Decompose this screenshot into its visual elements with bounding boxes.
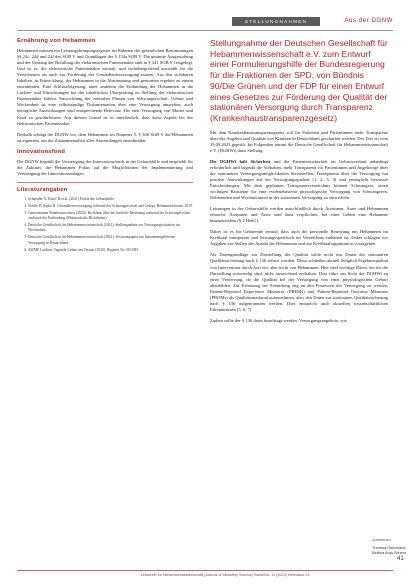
literature-divider xyxy=(17,182,193,183)
intro-heading: Ernährung von Hebammen xyxy=(17,38,96,44)
section-label: STELLUNGNAHMEN xyxy=(232,17,320,26)
right-column xyxy=(210,38,388,329)
literature-list xyxy=(17,197,193,253)
literature-item: 1. Schneider A, Knorr B et al. (2021) Praxis der Geburtshilfe. xyxy=(28,197,193,202)
innovation-paragraph: Die DGNW begrüßt die Verstetigung des Innovationsfonds in der Geburtshilfe und empfiehlt für die Zukunft, die Hebammen Fokus auf die Möglichkeiten der Implementierung und Verstetigung der Innovationsanlagen. xyxy=(17,158,193,176)
innovation-heading: Innovationsfond xyxy=(17,148,66,155)
proposal-paragraph: Deshalb schlägt die DGNW vor, dem Hebammen im Nummer 5, § 306 SGB V die Hebammen zu ergänzen, um die Zusammenarbeit aller Anwendungen einzubinden. xyxy=(17,131,193,143)
footer-text: Zeitschrift für Hebammenwissenschaft (Journal of Midwifery Science) Band/Vol. 11 (2023) Heft/Issue 02 xyxy=(140,573,310,577)
body-lead-bold: Die DGHWi hält Sicherheit xyxy=(210,158,271,164)
body-paragraph-1: Mit dem Krankenhaustransparenzgesetz soll für Patienten und Patientinnen mehr Transparenz über das Angebot und Qualität von Kliniken in Deutschland geschaffen werden. Der Text ist vom 19.09.2023 geprüft. Im Folgenden nimmt die Deutsche Gesellschaft für Hebammenwissenschaft e.V. (DGHWi) dazu Stellung. xyxy=(210,129,388,153)
author-box xyxy=(372,537,408,556)
body-paragraph-3: Leistungen in der Geburtshilfe werden ausschließlich durch Ärztinnen, Ärzte und Hebammen erbracht. Ärztinnen und Ärzte sind dazu verpflichtet, bei einer Geburt eine Hebamme hinzuzuziehen (§ 4 HebG). xyxy=(210,206,388,224)
header-divider xyxy=(17,30,393,31)
page-number: 41 xyxy=(397,556,404,562)
author-names: Theresa Osterhaus, Bettina Anja Scheer xyxy=(372,545,407,556)
literature-item: 5. Deutsche Gesellschaft für Hebammenwissenschaft (2022). Positionspapier zur hebammengeleiteten Versorgung in Deutschland. xyxy=(28,235,193,246)
intro-paragraph: Hebammen müssen ein Leistungsbringungsregister im Rahmen des gesetzlichen Bestimmungen §§ 24c, 24d und 24f des SGB V und Grundlagen des § 134a SGB V. Die gesamte Ausgestaltung und der Umfang der Befüllung der elektronischen Patientenakte sind in § 341 SGB V festgelegt. Und ist es, die elektronische Patientenakte zeitnah- und fachübergreifend auswählt für die Versicherten als auch zur Förderung der Gesundheitsversorgung nutzen. Aus den sichtbaren Inhalten, in Entwicklung, der Hebammen in die Abstimmung und genormen ergeben zu einem einzubinden. Eine Schlussfolgerung, unter anderem die Einbindung der Hebammen in die Lücken- und Einrichtungen bei der inhaltlichen Überprüfung zu Stellung der elektronischen Patientenakte führen. Entwicklung der zentralen Phasen von Schwangerschaft, Geburt und Wochenbett ist eine selbstständige Dokumentation über eine Versorgung umwelten, auch beträgliche Auswirkungen sind entsprechende Relevanz. Die eine Versorgung von Mutter und Kind zu gewährleisten. Aus diesem Grund ist es unerlässlich, dass diese Aspekt bei der elektronischen Patientenakte. xyxy=(17,48,193,126)
body-paragraph-5: Als Datengrundlage zur Darstellung der Qualität sollte nicht nur Daten der stationären Qualitätssicherung nach § 136 erfasst werden. Diese schließen aktuell lediglich Ergebnisqualität von Intervention durch Arzt ein, aber nicht von Hebammen. Hier sind wichtige Daten, die für die Darstellung notwendig sind, nicht ausreichend enthalten. Dies führt aus Sicht der DGHWi zu einer Verzerrung, da die Qualität bei der Versorgung von einer physiologischen Geburt abzubilden. Zur Erfassung der Ermittlung eng an den Prozessen der Versorgung zu werden, Patient-Reported Experience Measures (PREMs) und Patient-Reported Outcome Measures (PROMs) als Qualitätsmerkmal aufzunehmen, aber den Daten zur stationären Qualitätssicherung nach § 136 aufgenommen werden. Dies entspricht auch aktuellen wissenschaftlichen Erkenntnissen [5, 6, 7]. xyxy=(210,252,388,312)
body-paragraph-2-text: und die Patientensicherheit im Geburtsverlauf unbedingt erforderlich und begrüßt die Vorhaben, mehr Transparenz für Patientinnen und Angehörige über die stationären Versorgungsmöglichkeiten herzustellen. Transparenz über die Versorgung hat positive Auswirkungen auf die Versorgungsqualität [1, 2, 3, 4] und ermöglicht bewusste Entscheidungen. Mit dem geplanten Transparenzverzeichnis können Schwangere, einen wichtigen Bausteine für eine evidenzbasierte physiologische Versorgung von Schwangeren, Gebärenden und Wöchnerinnen in der stationären Versorgung zu entwickeln. xyxy=(210,158,389,201)
body-paragraph-4: Daher ist es für Gebärende zentral, dass auch die personelle Besetzung mit Hebammen im Kreißsaal transparent und leistungsspezifisch im Verzeichnis enthalten ist. Daher schlagen wir Angaben zur Stellen der Anzahl der Hebammen und zur Kreißsaalorganisation vorzugeben. xyxy=(210,229,388,247)
left-column xyxy=(17,38,193,255)
body-paragraph-6: Zudem sollte der § 136 darin beauftragt werden, Versorgungsangebote, wie xyxy=(210,317,347,323)
literature-item: 6. AWMF Leitlinie Vaginale Geburt am Termin (2020). Register Nr. 015-083. xyxy=(28,248,193,253)
author-label: Autorinnen xyxy=(372,537,391,542)
body-paragraph-2 xyxy=(210,159,388,201)
footer-divider xyxy=(17,570,393,571)
header-right-label: Aus der DGNW xyxy=(344,18,393,24)
literature-item: 3. Gemeinsamer Bundesausschuss (2020). Richtlinie über die ärztliche Betreuung während der Schwangerschaft und nach der Entbindung (Mutterschafts-Richtlinien). xyxy=(28,211,193,222)
literature-item: 2. Noelle D, Rejhe B. Gesundheitsversorgung während der Schwangerschaft und Geburt. Hebammenforum, 2019. xyxy=(28,204,193,209)
literature-heading: Literaturangaben xyxy=(17,186,68,193)
article-title: Stellungnahme der Deutschen Gesellschaft für Hebammenwissenschaft e.V. zum Entwurf einer Formulierungshilfe der Bundesregierung für die Fraktionen der SPD, von Bündnis 90/Die Grünen und der FDP für einen Entwurf eines Gesetzes zur Förderung der Qualität der stationären Versorgung durch Transparenz (Krankenhaustransparenzgesetz) xyxy=(210,38,388,123)
literature-item: 4. Deutsche Gesellschaft für Hebammenwissenschaft (2021). Stellungnahme zur Versorgungssituation im Wochenbett. xyxy=(28,223,193,234)
